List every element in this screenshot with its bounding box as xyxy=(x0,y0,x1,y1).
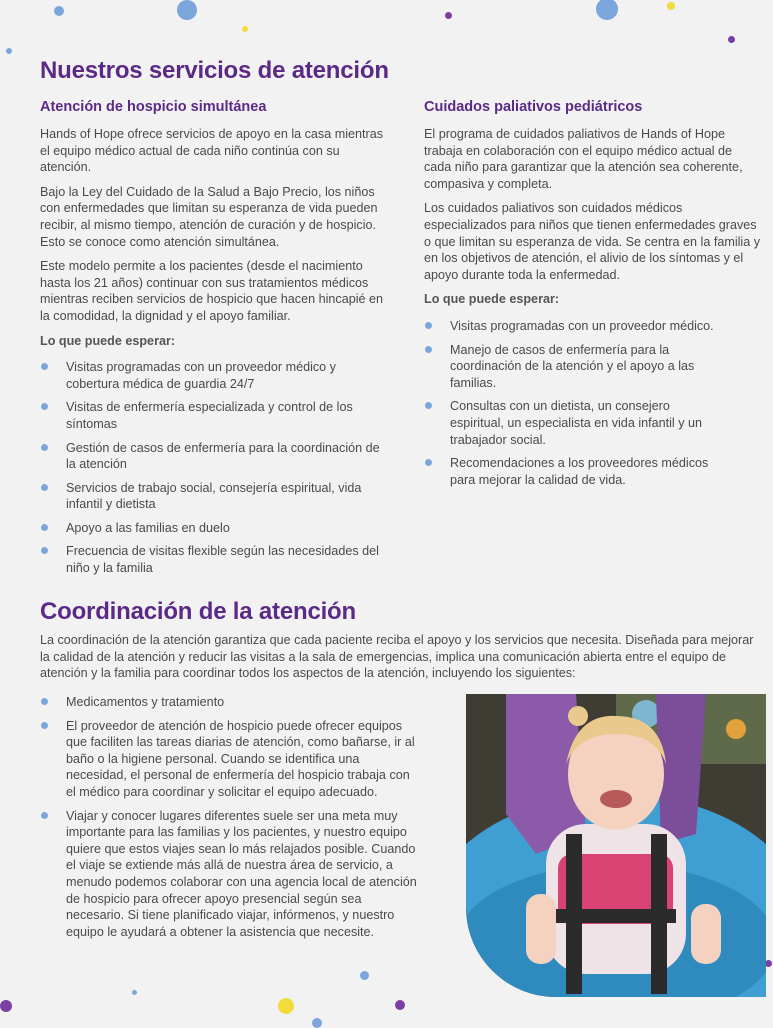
right-heading: Cuidados paliativos pediátricos xyxy=(424,99,643,115)
bullet-icon xyxy=(41,524,48,531)
decor-dot xyxy=(278,998,294,1014)
bullet-icon xyxy=(41,444,48,451)
decor-dot xyxy=(395,1000,405,1010)
decor-dot xyxy=(596,0,618,20)
decor-dot xyxy=(728,36,735,43)
list-item xyxy=(40,399,386,432)
list-item xyxy=(424,455,724,488)
bullet-icon xyxy=(425,459,432,466)
bullet-icon xyxy=(41,812,48,819)
paragraph: La coordinación de la atención garantiza que cada paciente reciba el apoyo y los servicios que necesita. Diseñada para mejorar la calidad de la atención y reducir las visitas a la sala de emergencias, implica una comunicación abierta entre el equipo de atención y la familia para coordinar todos los aspectos de la atención, incluyendo los siguientes: xyxy=(40,633,754,681)
left-column xyxy=(40,126,386,584)
bullet-icon xyxy=(425,402,432,409)
list-item xyxy=(40,718,420,801)
child-photo-illustration xyxy=(466,694,766,997)
page-title: Nuestros servicios de atención xyxy=(40,57,389,84)
decor-dot xyxy=(445,12,452,19)
bullet-icon xyxy=(41,403,48,410)
decor-dot xyxy=(242,26,248,32)
list-item-text: Consultas con un dietista, un consejero espiritual, un especialista en vida infantil y un trabajador social. xyxy=(450,399,703,447)
list-item xyxy=(424,398,724,448)
decor-dot xyxy=(667,2,675,10)
decor-dot xyxy=(360,971,369,980)
decor-dot xyxy=(6,48,12,54)
left-bullet-list xyxy=(40,359,386,577)
decor-dot xyxy=(54,6,64,16)
bullet-icon xyxy=(41,363,48,370)
list-item xyxy=(40,808,420,941)
list-item xyxy=(424,342,724,392)
list-item-text: Manejo de casos de enfermería para la coordinación de la atención y el apoyo a las familias. xyxy=(450,342,695,390)
list-item xyxy=(40,480,386,513)
list-item xyxy=(40,694,420,711)
decor-dot xyxy=(177,0,197,20)
decor-dot xyxy=(132,990,137,995)
expect-label: Lo que puede esperar: xyxy=(424,292,560,307)
list-item-text: El proveedor de atención de hospicio puede ofrecer equipos que faciliten las tareas diarias de atención, como bañarse, ir al baño o la higiene personal. Cuando se identifica una necesidad, el personal de enfermería del hospicio trabaja con el médico para coordinar y solicitar el equipo adecuado. xyxy=(66,718,415,799)
expect-label: Lo que puede esperar: xyxy=(40,333,176,348)
list-item xyxy=(40,543,386,576)
bullet-icon xyxy=(425,346,432,353)
list-item-text: Gestión de casos de enfermería para la coordinación de la atención xyxy=(66,440,380,472)
section2-bullet-list xyxy=(40,694,420,940)
list-item-text: Servicios de trabajo social, consejería espiritual, vida infantil y dietista xyxy=(66,480,362,512)
list-item-text: Viajar y conocer lugares diferentes suele ser una meta muy importante para las familias y los pacientes, y nuestro equipo quiere que estos viajes sean lo más relajados posible. Cuando el viaje se extiende más allá de nuestra área de servicio, a menudo podemos colaborar con una agencia local de atención de hospicio para ofrecer apoyo presencial según sea necesario. Si tiene planificado viajar, infórmenos, y nuestro equipo le ayudará a obtener la asistencia que necesite. xyxy=(66,808,417,939)
bullet-icon xyxy=(41,484,48,491)
list-item-text: Frecuencia de visitas flexible según las necesidades del niño y la familia xyxy=(66,544,379,576)
list-item xyxy=(40,440,386,473)
paragraph: Este modelo permite a los pacientes (desde el nacimiento hasta los 21 años) continuar con sus tratamientos médicos mientras reciben servicios de hospicio que hacen hincapié en la comodidad, la dignidad y el apoyo familiar. xyxy=(40,259,384,323)
bullet-icon xyxy=(41,698,48,705)
paragraph: Hands of Hope ofrece servicios de apoyo en la casa mientras el equipo médico actual de cada niño continúa con su atención. xyxy=(40,127,384,175)
right-bullet-list xyxy=(424,318,724,488)
right-column xyxy=(424,126,762,495)
child-photo xyxy=(466,694,766,997)
section-title: Coordinación de la atención xyxy=(40,598,356,625)
list-item-text: Visitas programadas con un proveedor médico. xyxy=(450,318,714,333)
list-item xyxy=(40,359,386,392)
paragraph: Bajo la Ley del Cuidado de la Salud a Bajo Precio, los niños con enfermedades que limitan su esperanza de vida pueden recibir, al mismo tiempo, atención de curación y de hospicio. Esto se conoce como atención simultánea. xyxy=(40,184,378,249)
list-item-text: Visitas programadas con un proveedor médico y cobertura médica de guardia 24/7 xyxy=(66,360,336,391)
bullet-icon xyxy=(41,547,48,554)
decor-dot xyxy=(0,1000,12,1012)
list-item-text: Visitas de enfermería especializada y control de los síntomas xyxy=(66,400,353,431)
section2-column xyxy=(40,694,420,947)
list-item-text: Apoyo a las familias en duelo xyxy=(66,520,230,535)
paragraph: El programa de cuidados paliativos de Hands of Hope trabaja en colaboración con el equipo médico actual de cada niño para garantizar que la atención sea coherente, compasiva y completa. xyxy=(424,127,743,191)
decor-dot xyxy=(312,1018,322,1028)
section2-intro xyxy=(40,632,765,690)
list-item xyxy=(40,520,386,537)
bullet-icon xyxy=(41,722,48,729)
left-heading: Atención de hospicio simultánea xyxy=(40,99,267,115)
paragraph: Los cuidados paliativos son cuidados médicos especializados para niños que tienen enfermedades graves o que limitan su esperanza de vida. Se centra en la familia y en los objetivos de atención, el alivio de los síntomas y el apoyo durante toda la enfermedad. xyxy=(424,201,761,282)
bullet-icon xyxy=(425,322,432,329)
list-item xyxy=(424,318,724,335)
decor-dot xyxy=(765,960,772,967)
list-item-text: Recomendaciones a los proveedores médicos para mejorar la calidad de vida. xyxy=(450,456,709,487)
list-item-text: Medicamentos y tratamiento xyxy=(66,695,225,709)
